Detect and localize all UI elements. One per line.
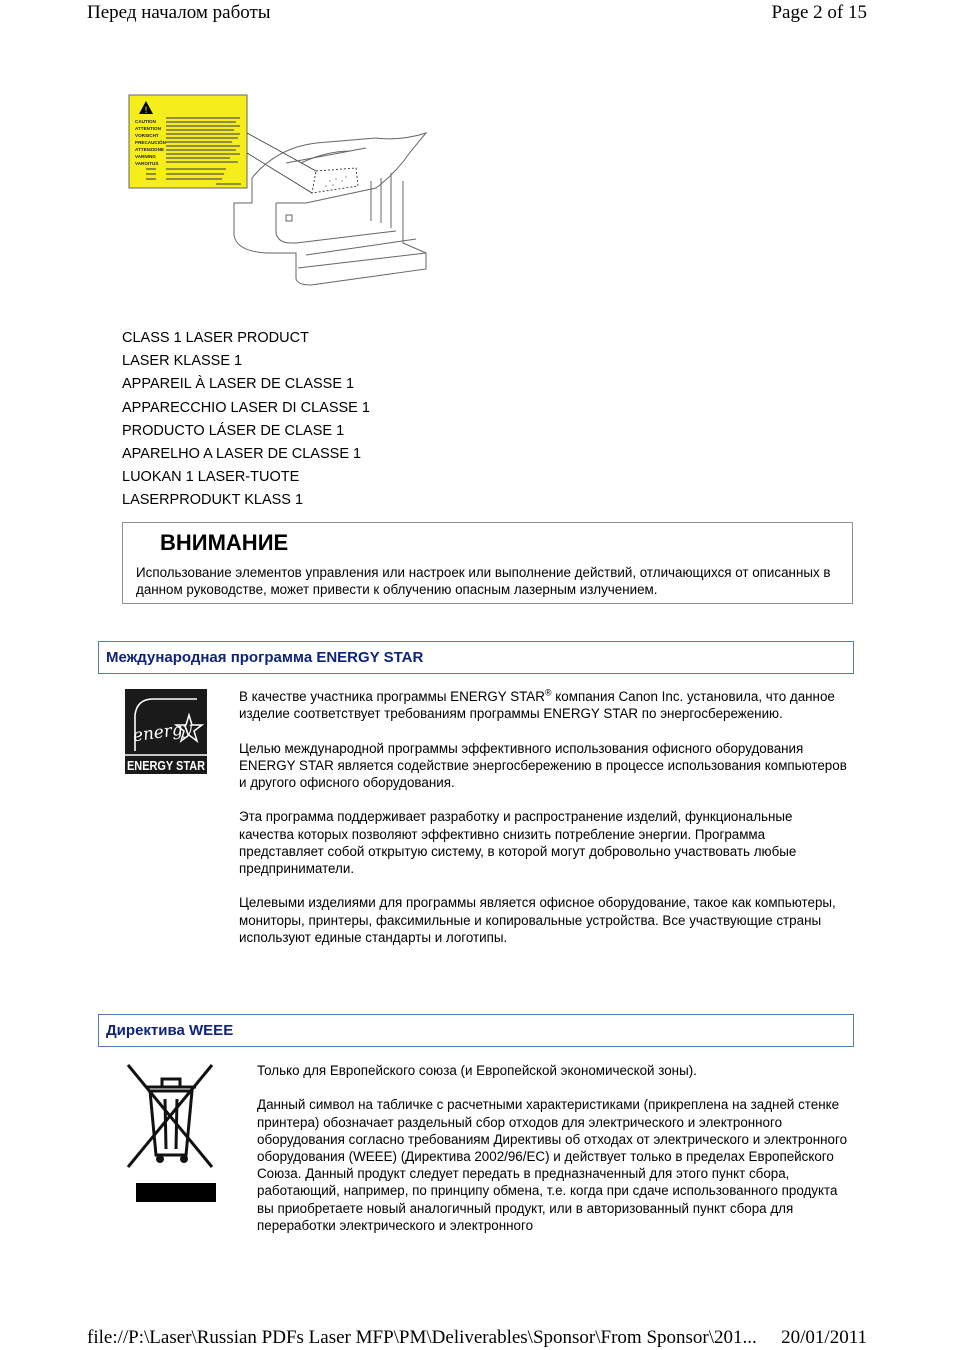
label-line: CAUTION: [135, 119, 156, 124]
svg-text:!: !: [144, 106, 148, 116]
energy-star-heading: Международная программа ENERGY STAR: [98, 641, 854, 674]
caution-box: [122, 522, 853, 604]
paragraph: Эта программа поддерживает разработку и распространение изделий, функциональные качества которых позволяют эффективно снизить потребление энергии. Программа представляет собой открытую систему, в которой могут добровольно участвовать любые предприниматели.: [239, 809, 797, 876]
energy-star-label: ENERGY STAR: [127, 759, 205, 773]
list-item: LASERPRODUKT KLASS 1: [122, 492, 304, 509]
label-line: ATTENTION: [135, 126, 161, 131]
label-line: VAROITUS: [135, 161, 159, 166]
list-item: PRODUCTO LÁSER DE CLASE 1: [122, 422, 345, 439]
list-item: APARELHO A LASER DE CLASSE 1: [122, 445, 362, 462]
list-item: LUOKAN 1 LASER-TUOTE: [122, 469, 300, 486]
page-header-title: Перед началом работы: [87, 2, 271, 23]
weee-text: [257, 1062, 852, 1251]
page-number: Page 2 of 15: [771, 2, 867, 23]
list-item: CLASS 1 LASER PRODUCT: [122, 330, 309, 346]
laser-class-list: [122, 329, 370, 515]
label-line: ATTENZIONE: [135, 147, 165, 152]
paragraph: В качестве участника программы ENERGY STAR® компания Canon Inc. установила, что данное изделие соответствует требованиям программы ENERGY STAR по энергосбережению.: [239, 687, 835, 722]
list-item: APPAREIL À LASER DE CLASSE 1: [122, 376, 355, 393]
paragraph: Данный символ на табличке с расчетными характеристиками (прикреплена на задней стенке принтера) обозначает раздельный сбор отходов для электрического и электронного оборудования согласно требованиям Директивы об отходах от электрического и электронного оборудования (WEEE) (Директива 2002/96/EC) и действует только в пределах Европейского Союза. Данный продукт следует передать в предназначенный для этого пункт сбора, работающий, например, по принципу обмена, т.е. когда при сдаче использованного продукта вы приобретаете новый аналогичный продукт, или в авторизованный пункт сбора для переработки электрического и электронного: [257, 1097, 848, 1233]
printer-illustration: [126, 93, 436, 293]
list-item: LASER KLASSE 1: [122, 353, 243, 370]
paragraph: Целью международной программы эффективного использования офисного оборудования ENERGY STAR является содействие энергосбережению в процессе использования компьютеров и другого офисного оборудования.: [239, 740, 847, 790]
label-line: VORSICHT: [135, 133, 159, 138]
crossed-bin-icon: [124, 1063, 216, 1203]
caution-text: Использование элементов управления или настроек или выполнение действий, отличающихся от описанных в данном руководстве, может привести к облучению опасным лазерным излучением.: [136, 565, 831, 597]
weee-heading: Директива WEEE: [98, 1014, 854, 1047]
energy-script: energy: [131, 718, 194, 747]
energy-star-logo: [125, 689, 207, 774]
paragraph: Только для Европейского союза (и Европейской экономической зоны).: [257, 1063, 697, 1078]
caution-title: ВНИМАНИЕ: [160, 530, 289, 555]
paragraph: Целевыми изделиями для программы является офисное оборудование, такое как компьютеры, мониторы, принтеры, факсимильные и копировальные устройства. Все участвующие страны используют единые стандарты и логотипы.: [239, 895, 836, 945]
footer-date: 20/01/2011: [781, 1327, 867, 1348]
label-line: PRECAUCIÓN: [135, 140, 166, 145]
energy-star-text: [239, 688, 849, 963]
footer-path: file://P:\Laser\Russian PDFs Laser MFP\PM\Deliverables\Sponsor\From Sponsor\201...: [87, 1327, 757, 1348]
label-line: VARNING: [135, 154, 156, 159]
list-item: APPARECCHIO LASER DI CLASSE 1: [122, 399, 370, 416]
